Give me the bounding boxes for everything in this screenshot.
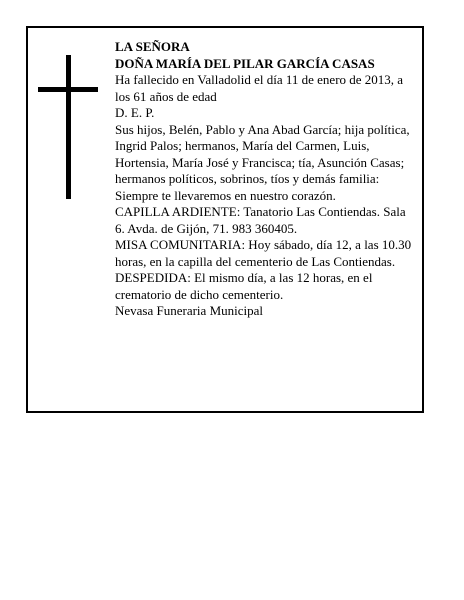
despedida-info: DESPEDIDA: El mismo día, a las 12 horas, en el crematorio de dicho cementerio. bbox=[115, 270, 373, 302]
cross-icon bbox=[38, 55, 98, 199]
notice-heading: LA SEÑORA bbox=[115, 39, 190, 54]
rip-line: D. E. P. bbox=[115, 105, 155, 120]
funeral-home: Nevasa Funeraria Municipal bbox=[115, 303, 264, 318]
notice-text bbox=[115, 39, 415, 320]
family-list: Sus hijos, Belén, Pablo y Ana Abad García; hija política, Ingrid Palos; hermanos, María del Carmen, Luis, Hortensia, María José y Francisca; tía, Asunción Casas; hermanos políticos, sobrinos, tíos y demás familia: bbox=[115, 121, 410, 186]
passing-statement: Ha fallecido en Valladolid el día 11 de enero de 2013, a los 61 años de edad bbox=[115, 72, 404, 104]
deceased-name: DOÑA MARÍA DEL PILAR GARCÍA CASAS bbox=[115, 55, 375, 71]
chapel-info: CAPILLA ARDIENTE: Tanatorio Las Contiendas. Sala 6. Avda. de Gijón, 71. 983 360405. bbox=[115, 204, 406, 236]
cross-horizontal-bar bbox=[38, 87, 98, 92]
obituary-notice bbox=[26, 26, 424, 413]
mass-info: MISA COMUNITARIA: Hoy sábado, día 12, a las 10.30 horas, en la capilla del cementerio de Las Contiendas. bbox=[115, 237, 412, 269]
cross-vertical-bar bbox=[66, 55, 71, 199]
farewell-line: Siempre te llevaremos en nuestro corazón. bbox=[115, 187, 336, 203]
